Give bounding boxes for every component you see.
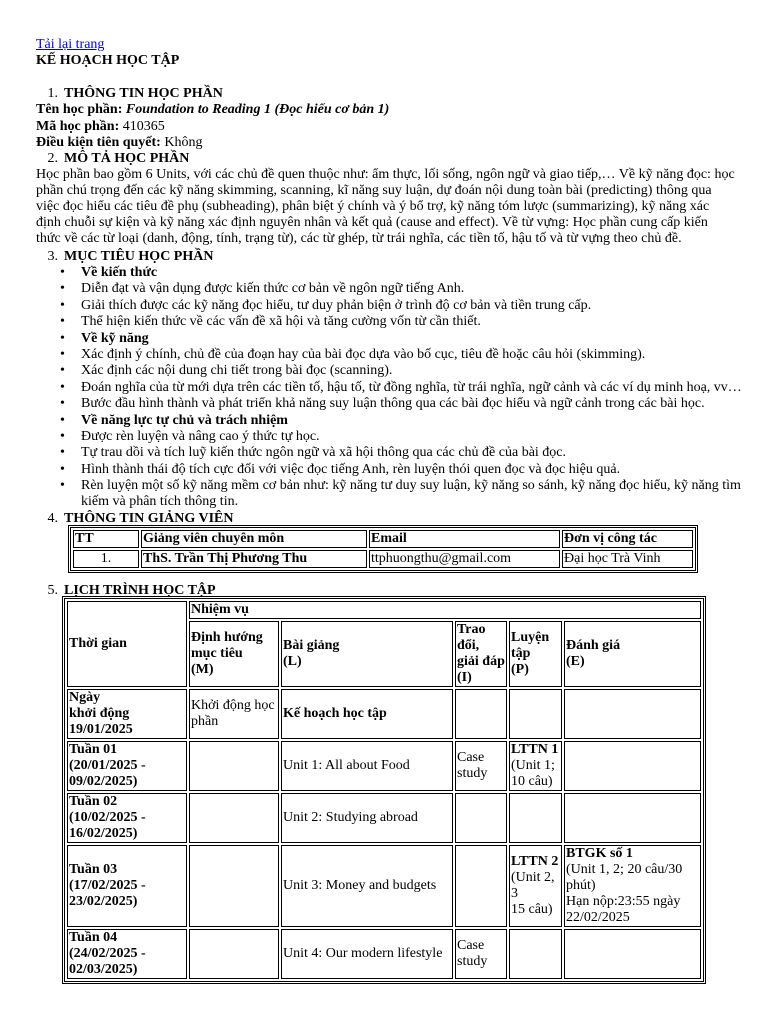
cell-l: Unit 1: All about Food xyxy=(281,741,453,791)
cell-m xyxy=(189,793,279,843)
cell-time: Tuần 02 (10/02/2025 - 16/02/2025) xyxy=(67,793,187,843)
list-item: Diễn đạt và vận dụng được kiến thức cơ bản về ngôn ngữ tiếng Anh. xyxy=(81,281,465,297)
section-1-heading: 1. THÔNG TIN HỌC PHẦN xyxy=(47,86,223,101)
table-row xyxy=(67,689,701,739)
table-row xyxy=(67,929,701,979)
cell-tt: 1. xyxy=(73,550,139,568)
header-email: Email xyxy=(369,530,560,548)
cell-i: Case study xyxy=(455,929,507,979)
objective-heading: Về kiến thức xyxy=(81,265,158,280)
header-lecturer: Giảng viên chuyên môn xyxy=(141,530,367,548)
table-row xyxy=(73,550,693,568)
header-p: Luyện tập (P) xyxy=(509,621,562,687)
table-row xyxy=(67,741,701,791)
cell-unit: Đại học Trà Vinh xyxy=(562,550,693,568)
header-i: Trao đổi, giải đáp (I) xyxy=(455,621,507,687)
objective-heading: Về kỹ năng xyxy=(81,330,149,346)
header-m: Định hướng mục tiêu (M) xyxy=(189,621,279,687)
cell-time: Tuần 01 (20/01/2025 - 09/02/2025) xyxy=(67,741,187,791)
page-title: KẾ HOẠCH HỌC TẬP xyxy=(36,53,180,68)
cell-p xyxy=(509,689,562,739)
cell-e xyxy=(564,741,701,791)
cell-m xyxy=(189,741,279,791)
bullet-icon: • xyxy=(60,347,65,362)
list-item: Rèn luyện một số kỹ năng mềm cơ bản như: kỹ năng tư duy suy luận, kỹ năng so sánh, kỹ năng đọc hiểu, kỹ năng tìm kiếm và phân tích thông tin. xyxy=(81,478,741,510)
cell-p xyxy=(509,793,562,843)
list-item: Xác định các nội dung chi tiết trong bài đọc (scanning). xyxy=(81,363,393,379)
cell-i: Case study xyxy=(455,741,507,791)
header-tt: TT xyxy=(73,530,139,548)
bullet-icon: • xyxy=(60,429,65,444)
bullet-icon: • xyxy=(60,412,65,428)
list-item: Bước đầu hình thành và phát triển khả năng suy luận thông qua các bài đọc hiểu và ngữ cảnh trong các bài học. xyxy=(81,396,705,412)
cell-i xyxy=(455,689,507,739)
header-unit: Đơn vị công tác xyxy=(562,530,693,548)
table-row xyxy=(67,845,701,927)
bullet-icon: • xyxy=(60,314,65,330)
section-5-heading: 5. LỊCH TRÌNH HỌC TẬP xyxy=(47,583,216,598)
section-2-heading: 2. MÔ TẢ HỌC PHẦN xyxy=(47,151,190,166)
cell-p: LTTN 2 (Unit 2, 3 15 câu) xyxy=(509,845,562,927)
cell-i xyxy=(455,845,507,927)
cell-l: Unit 3: Money and budgets xyxy=(281,845,453,927)
cell-l: Unit 4: Our modern lifestyle xyxy=(281,929,453,979)
section-3-heading: 3. MỤC TIÊU HỌC PHẦN xyxy=(47,249,214,264)
bullet-icon: • xyxy=(60,379,65,395)
cell-l: Kế hoạch học tập xyxy=(281,689,453,739)
bullet-icon: • xyxy=(60,478,65,494)
bullet-icon: • xyxy=(60,265,65,280)
course-description: Học phần bao gồm 6 Units, với các chủ đề quen thuộc như: ẩm thực, lối sống, ngôn ngữ và giao tiếp,… Về kỹ năng đọc: học phần chú trọng đến các kỹ năng skimming, scanning, kĩ năng suy luận, dự đoán nội dung toàn bài (predicting) thông qua việc đọc hiểu các tiêu đề phụ (subheading), phân biệt ý chính và ý bổ trợ, kỹ năng tóm lược (summarizing), kỹ năng xác định chuỗi sự kiện và kỹ năng xác định nguyên nhân và kết quả (cause and effect). Về từ vựng: Học phần cung cấp kiến thức về các từ loại (danh, động, tính, trạng từ), các từ ghép, từ trái nghĩa, các tiền tố, hậu tố và từ vựng theo chủ đề. xyxy=(36,167,735,246)
cell-p: LTTN 1 (Unit 1; 10 câu) xyxy=(509,741,562,791)
cell-email: ttphuongthu@gmail.com xyxy=(369,550,560,568)
cell-e xyxy=(564,929,701,979)
bullet-icon: • xyxy=(60,330,65,346)
cell-m xyxy=(189,845,279,927)
lecturer-table xyxy=(70,527,696,571)
schedule-table xyxy=(64,598,704,982)
list-item: Hình thành thái độ tích cực đối với việc đọc tiếng Anh, rèn luyện thói quen đọc và đọc hiệu quả. xyxy=(81,461,621,477)
cell-time: Tuần 04 (24/02/2025 - 02/03/2025) xyxy=(67,929,187,979)
cell-i xyxy=(455,793,507,843)
lecturer-table-header xyxy=(73,530,693,548)
bullet-icon: • xyxy=(60,281,65,297)
cell-l: Unit 2: Studying abroad xyxy=(281,793,453,843)
cell-e xyxy=(564,793,701,843)
header-time: Thời gian xyxy=(67,601,187,687)
cell-time: Ngày khởi động 19/01/2025 xyxy=(67,689,187,739)
cell-time: Tuần 03 (17/02/2025 - 23/02/2025) xyxy=(67,845,187,927)
list-item: Được rèn luyện và nâng cao ý thức tự học. xyxy=(81,429,320,444)
bullet-icon: • xyxy=(60,396,65,412)
bullet-icon: • xyxy=(60,363,65,379)
schedule-header-row-1 xyxy=(67,601,701,619)
cell-e: BTGK số 1 (Unit 1, 2; 20 câu/30 phút) Hạn nộp:23:55 ngày 22/02/2025 xyxy=(564,845,701,927)
cell-lecturer: ThS. Trần Thị Phương Thu xyxy=(141,550,367,568)
list-item: Thể hiện kiến thức về các vấn đề xã hội và tăng cường vốn từ cần thiết. xyxy=(81,314,481,330)
cell-e xyxy=(564,689,701,739)
cell-p xyxy=(509,929,562,979)
section-4-heading: 4. THÔNG TIN GIẢNG VIÊN xyxy=(47,511,234,526)
reload-link[interactable]: Tải lại trang xyxy=(36,37,105,52)
list-item: Giải thích được các kỹ năng đọc hiểu, tư duy phản biện ở trình độ cơ bản và tiền trung cấp. xyxy=(81,297,592,313)
header-tasks: Nhiệm vụ xyxy=(189,601,701,619)
bullet-icon: • xyxy=(60,445,65,461)
course-name: Tên học phần: Foundation to Reading 1 (Đọc hiểu cơ bản 1) xyxy=(36,102,390,117)
course-prerequisite: Điều kiện tiên quyết: Không xyxy=(36,135,203,150)
bullet-icon: • xyxy=(60,297,65,313)
course-code: Mã học phần: 410365 xyxy=(36,119,165,134)
header-e: Đánh giá (E) xyxy=(564,621,701,687)
list-item: Tự trau dồi và tích luỹ kiến thức ngôn ngữ và xã hội thông qua các chủ đề của bài đọc. xyxy=(81,445,567,461)
cell-m: Khởi động học phần xyxy=(189,689,279,739)
objective-heading: Về năng lực tự chủ và trách nhiệm xyxy=(81,412,288,428)
header-l: Bài giảng (L) xyxy=(281,621,453,687)
list-item: Xác định ý chính, chủ đề của đoạn hay của bài đọc dựa vào bố cục, tiêu đề hoặc câu hỏi (skimming). xyxy=(81,347,646,362)
cell-m xyxy=(189,929,279,979)
list-item: Đoán nghĩa của từ mới dựa trên các tiền tố, hậu tố, từ đồng nghĩa, từ trái nghĩa, ngữ cảnh và các ví dụ minh hoạ, vv… xyxy=(81,379,742,395)
table-row xyxy=(67,793,701,843)
bullet-icon: • xyxy=(60,461,65,477)
